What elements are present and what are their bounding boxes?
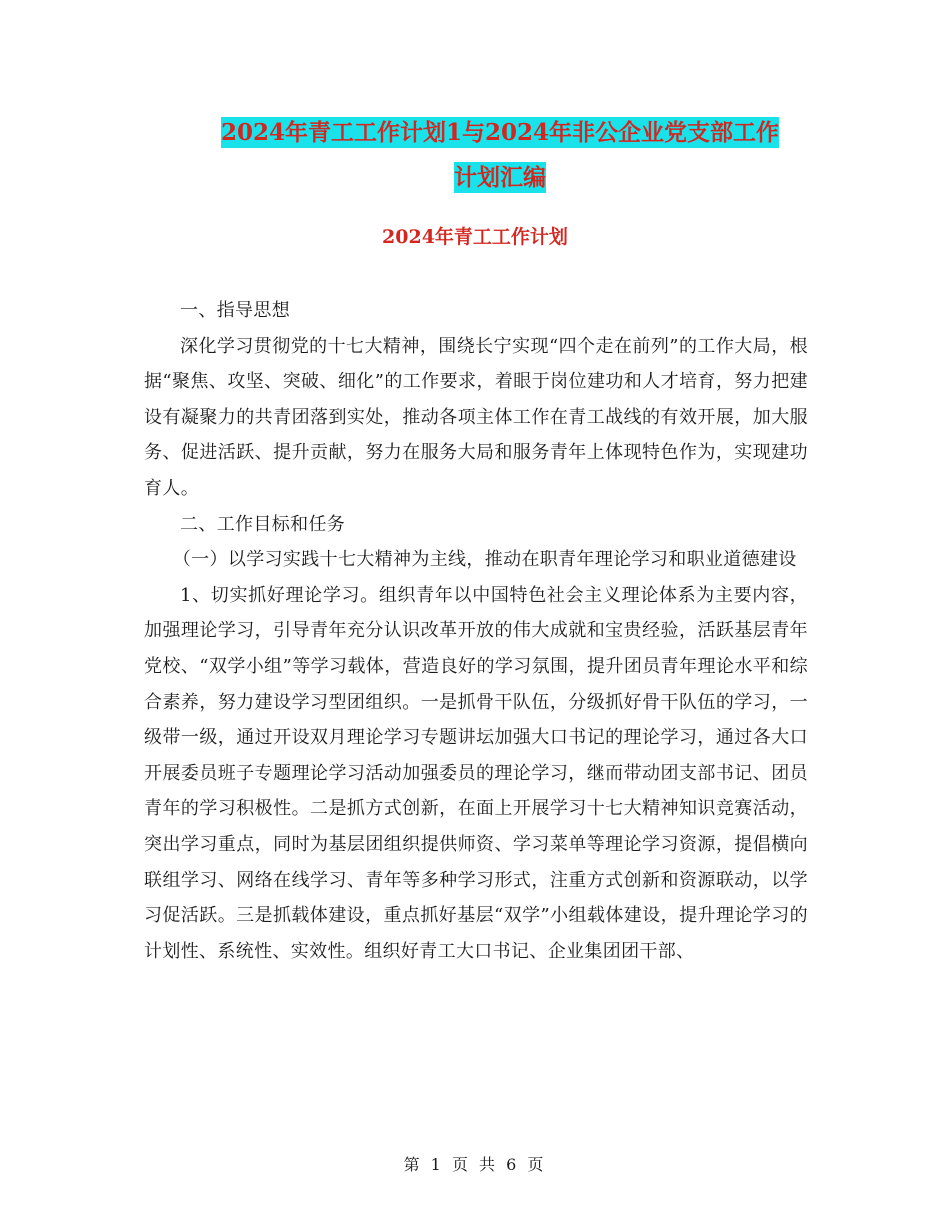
heading-guiding-ideology: 一、指导思想 [180,300,291,321]
paragraph: 深化学习贯彻党的十七大精神，围绕长宁实现“四个走在前列”的工作大局，根据“聚焦、攻坚、突破、细化”的工作要求，着眼于岗位建功和人才培育，努力把建设有凝聚力的共青团落到实处，推动各项主体工作在青工战线的有效开展，加大服务、促进活跃、提升贡献，努力在服务大局和服务青年上体现特色作为，实现建功育人。 [144,335,808,499]
subheading: （一）以学习实践十七大精神为主线，推动在职青年理论学习和职业道德建设 [172,549,797,571]
paragraph: 1、切实抓好理论学习。组织青年以中国特色社会主义理论体系为主要内容，加强理论学习，引导青年充分认识改革开放的伟大成就和宝贵经验，活跃基层青年党校、“双学小组”等学习载体，营造良好的学习氛围，提升团员青年理论水平和综合素养，努力建设学习型团组织。一是抓骨干队伍，分级抓好骨干队伍的学习，一级带一级，通过开设双月理论学习专题讲坛加强大口书记的理论学习，通过各大口开展委员班子专题理论学习活动加强委员的理论学习，继而带动团支部书记、团员青年的学习积极性。二是抓方式创新，在面上开展学习十七大精神知识竞赛活动，突出学习重点，同时为基层团组织提供师资、学习菜单等理论学习资源，提倡横向联组学习、网络在线学习、青年等多种学习形式，注重方式创新和资源联动，以学习促活跃。三是抓载体建设，重点抓好基层“双学”小组载体建设，提升理论学习的计划性、系统性、实效性。组织好青工大口书记、企业集团团干部、 [144,584,808,962]
heading-goals-tasks: 二、工作目标和任务 [180,513,346,535]
title-line-2: 计划汇编 [454,164,546,191]
section-title: 2024年青工工作计划 [382,226,568,248]
document-title [140,110,860,200]
page-number-footer: 第 1 页 共 6 页 [403,1155,547,1174]
title-line-1: 2024年青工工作计划1与2024年非公企业党支部工作 [220,119,780,146]
body-text [144,293,808,969]
